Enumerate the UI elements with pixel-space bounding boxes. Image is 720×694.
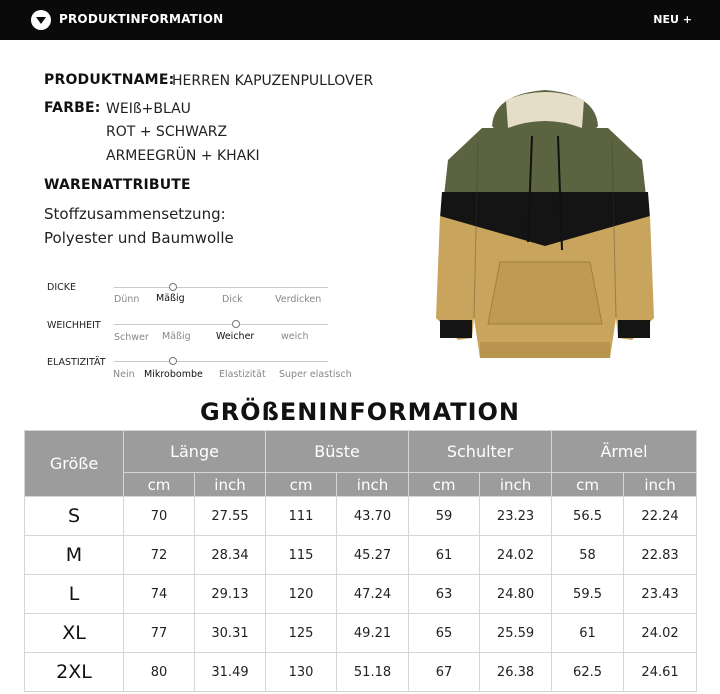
- attributes-heading: WARENATTRIBUTE: [44, 177, 191, 193]
- table-cell: 63: [409, 575, 480, 614]
- size-cell: M: [25, 536, 124, 575]
- attr-softness-marker: [232, 320, 240, 328]
- table-cell: 115: [266, 536, 337, 575]
- unit-header: cm: [124, 473, 195, 497]
- table-row: [25, 575, 697, 614]
- attr-softness-label: WEICHHEIT: [47, 320, 101, 331]
- color-option: WEIß+BLAU: [106, 101, 191, 117]
- table-cell: 24.02: [624, 614, 697, 653]
- table-cell: 111: [266, 497, 337, 536]
- attr-thickness-option: Dünn: [114, 294, 140, 305]
- table-cell: 24.02: [480, 536, 552, 575]
- table-cell: 23.23: [480, 497, 552, 536]
- table-cell: 24.80: [480, 575, 552, 614]
- unit-header: inch: [624, 473, 697, 497]
- table-cell: 31.49: [195, 653, 266, 692]
- group-header-shoulder: Schulter: [409, 431, 552, 473]
- size-cell: XL: [25, 614, 124, 653]
- material-value: Polyester und Baumwolle: [44, 229, 234, 247]
- header-new-label[interactable]: NEU +: [653, 13, 692, 26]
- table-row: [25, 614, 697, 653]
- size-cell: 2XL: [25, 653, 124, 692]
- header-bar: [0, 0, 720, 40]
- table-cell: 80: [124, 653, 195, 692]
- table-cell: 125: [266, 614, 337, 653]
- left-cuff: [440, 320, 472, 338]
- attr-elasticity-option: Nein: [113, 369, 135, 380]
- color-label: FARBE:: [44, 100, 101, 116]
- attr-softness-option: weich: [281, 331, 309, 342]
- attr-thickness-option: Dick: [222, 294, 243, 305]
- group-header-sleeve: Ärmel: [552, 431, 697, 473]
- table-cell: 77: [124, 614, 195, 653]
- size-cell: S: [25, 497, 124, 536]
- attr-softness-option: Mäßig: [162, 331, 191, 342]
- size-chart-title: GRÖßENINFORMATION: [200, 398, 520, 426]
- table-cell: 56.5: [552, 497, 624, 536]
- table-cell: 26.38: [480, 653, 552, 692]
- table-cell: 58: [552, 536, 624, 575]
- hoodie-hem: [480, 342, 610, 358]
- header-title: PRODUKTINFORMATION: [59, 12, 224, 26]
- table-cell: 25.59: [480, 614, 552, 653]
- attr-thickness-scale: [114, 287, 328, 288]
- table-cell: 67: [409, 653, 480, 692]
- table-cell: 65: [409, 614, 480, 653]
- table-cell: 45.27: [337, 536, 409, 575]
- hoodie-olive-panel: [444, 128, 646, 196]
- color-option: ARMEEGRÜN + KHAKI: [106, 148, 260, 164]
- table-cell: 23.43: [624, 575, 697, 614]
- group-header-length: Länge: [124, 431, 266, 473]
- table-cell: 29.13: [195, 575, 266, 614]
- attr-elasticity-option: Elastizität: [219, 369, 266, 380]
- table-cell: 61: [552, 614, 624, 653]
- table-cell: 30.31: [195, 614, 266, 653]
- table-row: [25, 497, 697, 536]
- table-cell: 24.61: [624, 653, 697, 692]
- table-cell: 27.55: [195, 497, 266, 536]
- unit-header: cm: [409, 473, 480, 497]
- table-row: [25, 536, 697, 575]
- size-chart-table: [24, 430, 697, 692]
- table-cell: 22.24: [624, 497, 697, 536]
- size-column-header: Größe: [25, 431, 124, 497]
- table-cell: 51.18: [337, 653, 409, 692]
- table-cell: 43.70: [337, 497, 409, 536]
- attr-thickness-option: Verdicken: [275, 294, 322, 305]
- hoodie-product-image: [432, 86, 658, 366]
- table-cell: 62.5: [552, 653, 624, 692]
- group-header-chest: Büste: [266, 431, 409, 473]
- unit-header: cm: [266, 473, 337, 497]
- unit-header: inch: [337, 473, 409, 497]
- attr-thickness-option-selected: Mäßig: [156, 293, 185, 304]
- attr-elasticity-option-selected: Mikrobombe: [144, 369, 203, 380]
- table-cell: 49.21: [337, 614, 409, 653]
- product-name-value: HERREN KAPUZENPULLOVER: [172, 73, 374, 89]
- table-cell: 59: [409, 497, 480, 536]
- size-cell: L: [25, 575, 124, 614]
- attr-thickness-marker: [169, 283, 177, 291]
- attr-elasticity-option: Super elastisch: [279, 369, 352, 380]
- chevron-down-icon: [31, 10, 51, 30]
- table-cell: 47.24: [337, 575, 409, 614]
- unit-header: cm: [552, 473, 624, 497]
- right-cuff: [618, 320, 650, 338]
- unit-header: inch: [480, 473, 552, 497]
- table-cell: 59.5: [552, 575, 624, 614]
- attr-softness-scale: [114, 324, 328, 325]
- attr-elasticity-marker: [169, 357, 177, 365]
- table-cell: 28.34: [195, 536, 266, 575]
- table-cell: 72: [124, 536, 195, 575]
- table-cell: 70: [124, 497, 195, 536]
- table-cell: 130: [266, 653, 337, 692]
- table-row: [25, 653, 697, 692]
- table-cell: 120: [266, 575, 337, 614]
- table-cell: 22.83: [624, 536, 697, 575]
- attr-softness-option: Schwer: [114, 332, 149, 343]
- color-option: ROT + SCHWARZ: [106, 124, 228, 140]
- kangaroo-pocket: [488, 262, 602, 324]
- attr-elasticity-label: ELASTIZITÄT: [47, 357, 106, 368]
- product-name-label: PRODUKTNAME:: [44, 72, 175, 88]
- attr-thickness-label: DICKE: [47, 282, 76, 293]
- attr-softness-option-selected: Weicher: [216, 331, 255, 342]
- table-cell: 74: [124, 575, 195, 614]
- table-cell: 61: [409, 536, 480, 575]
- unit-header: inch: [195, 473, 266, 497]
- material-label: Stoffzusammensetzung:: [44, 205, 226, 223]
- attr-elasticity-scale: [114, 361, 328, 362]
